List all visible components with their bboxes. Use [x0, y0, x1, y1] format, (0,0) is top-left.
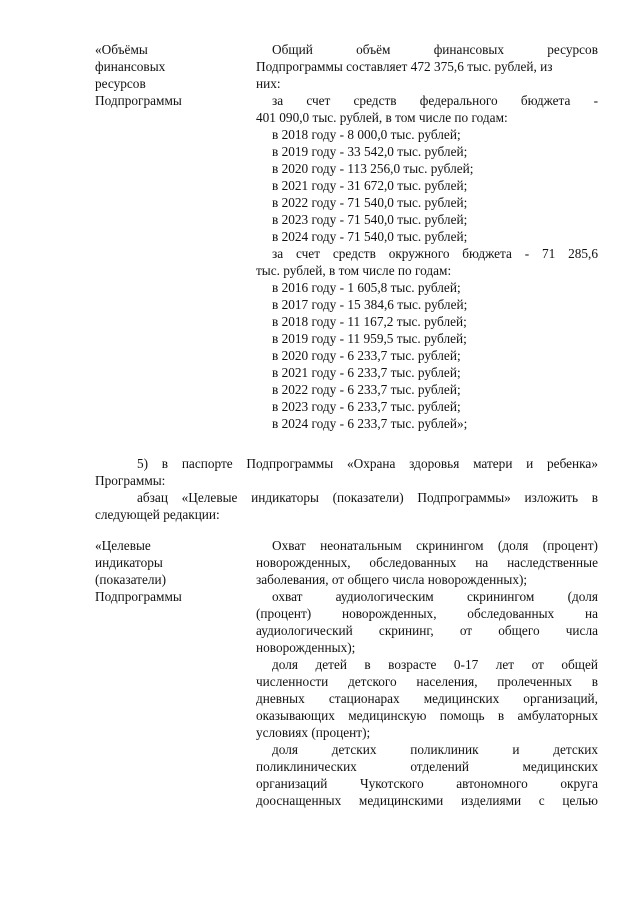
table1-text-line: в 2022 году - 6 233,7 тыс. рублей;: [272, 382, 461, 397]
table2-text-line: дооснащенных медицинскими изделиями с целью: [256, 793, 598, 808]
table2-text-line: новорожденных);: [256, 640, 356, 655]
table1-text-line: в 2017 году - 15 384,6 тыс. рублей;: [272, 297, 468, 312]
table1-text-line: в 2020 году - 6 233,7 тыс. рублей;: [272, 348, 461, 363]
table2-text-line: Охват неонатальным скринингом (доля (процент): [272, 538, 598, 553]
table1-text-line: в 2019 году - 11 959,5 тыс. рублей;: [272, 331, 467, 346]
table1-text-line: в 2022 году - 71 540,0 тыс. рублей;: [272, 195, 468, 210]
table2-text-line: заболевания, от общего числа новорожденных);: [256, 572, 528, 587]
table2-text-line: аудиологический скрининг, от общего числа: [256, 623, 598, 638]
table2-text-line: организаций Чукотского автономного округа: [256, 776, 598, 791]
table1-label-line: ресурсов: [95, 76, 146, 91]
table1-text-line: в 2024 году - 6 233,7 тыс. рублей»;: [272, 416, 468, 431]
table1-text-line: тыс. рублей, в том числе по годам:: [256, 263, 452, 278]
table2-label-line: индикаторы: [95, 555, 163, 570]
table1-text-line: в 2021 году - 31 672,0 тыс. рублей;: [272, 178, 468, 193]
table1-text-line: в 2024 году - 71 540,0 тыс. рублей;: [272, 229, 468, 244]
table2-label-line: (показатели): [95, 572, 167, 587]
table2-text-line: условиях (процент);: [256, 725, 371, 740]
table1-text-line: Подпрограммы составляет 472 375,6 тыс. рублей, из: [256, 59, 553, 74]
paragraph-line: Программы:: [95, 473, 166, 488]
table1-text-line: за счет средств окружного бюджета - 71 285,6: [272, 246, 598, 261]
table1-label-line: «Объёмы: [95, 42, 148, 57]
table1-text-line: Общий объём финансовых ресурсов: [272, 42, 598, 57]
table1-text-line: в 2018 году - 11 167,2 тыс. рублей;: [272, 314, 467, 329]
table2-label-line: Подпрограммы: [95, 589, 182, 604]
table2-text-line: охват аудиологическим скринингом (доля: [272, 589, 598, 604]
table2-text-line: дневных стационарах медицинских организаций,: [256, 691, 598, 706]
table1-text-line: в 2016 году - 1 605,8 тыс. рублей;: [272, 280, 461, 295]
table2-text-line: (процент) новорожденных, обследованных на: [256, 606, 598, 621]
table1-text-line: в 2023 году - 6 233,7 тыс. рублей;: [272, 399, 461, 414]
table1-text-line: в 2021 году - 6 233,7 тыс. рублей;: [272, 365, 461, 380]
table1-text-line: них:: [256, 76, 281, 91]
table1-text-line: в 2023 году - 71 540,0 тыс. рублей;: [272, 212, 468, 227]
table2-text-line: доля детей в возрасте 0-17 лет от общей: [272, 657, 598, 672]
table1-text-line: за счет средств федерального бюджета -: [272, 93, 598, 108]
paragraph-line: абзац «Целевые индикаторы (показатели) Подпрограммы» изложить в: [137, 490, 598, 505]
table2-text-line: новорожденных, обследованных на наследственные: [256, 555, 598, 570]
table2-label-line: «Целевые: [95, 538, 151, 553]
table1-label-line: финансовых: [95, 59, 166, 74]
paragraph-line: 5) в паспорте Подпрограммы «Охрана здоровья матери и ребенка»: [137, 456, 598, 471]
table1-text-line: в 2020 году - 113 256,0 тыс. рублей;: [272, 161, 474, 176]
table2-text-line: численности детского населения, пролеченных в: [256, 674, 598, 689]
table1-text-line: в 2018 году - 8 000,0 тыс. рублей;: [272, 127, 461, 142]
paragraph-line: следующей редакции:: [95, 507, 220, 522]
table2-text-line: поликлинических отделений медицинских: [256, 759, 598, 774]
table2-text-line: доля детских поликлиник и детских: [272, 742, 598, 757]
table1-text-line: 401 090,0 тыс. рублей, в том числе по годам:: [256, 110, 508, 125]
table2-text-line: оказывающих медицинскую помощь в амбулаторных: [256, 708, 598, 723]
table1-label-line: Подпрограммы: [95, 93, 182, 108]
table1-text-line: в 2019 году - 33 542,0 тыс. рублей;: [272, 144, 468, 159]
